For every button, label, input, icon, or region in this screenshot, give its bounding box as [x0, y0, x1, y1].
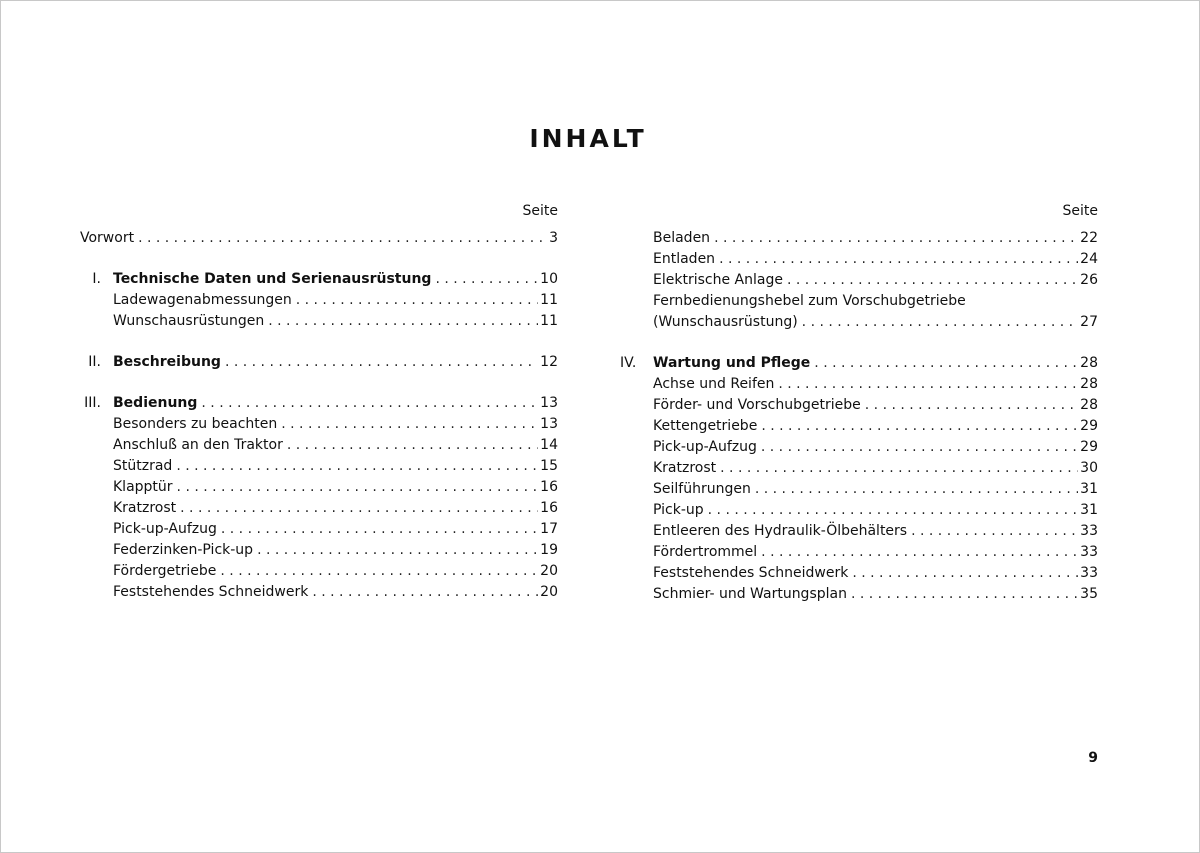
toc-entry-line1[interactable]: Fernbedienungshebel zum Vorschubgetriebe — [653, 293, 966, 309]
toc-page: 28 — [1080, 397, 1098, 413]
leader-dots — [176, 456, 538, 477]
toc-page: 29 — [1080, 439, 1098, 455]
toc-section-2[interactable] — [80, 352, 558, 373]
section-number: IV. — [620, 355, 637, 371]
toc-label: Pick-up-Aufzug — [113, 521, 217, 537]
toc-page: 20 — [540, 584, 558, 600]
toc-label: Feststehendes Schneidwerk — [653, 565, 849, 581]
toc-entry[interactable] — [620, 374, 1098, 395]
toc-page: 26 — [1080, 272, 1098, 288]
leader-dots — [865, 395, 1078, 416]
leader-dots — [719, 249, 1078, 270]
toc-label: Pick-up-Aufzug — [653, 439, 757, 455]
leader-dots — [755, 479, 1078, 500]
leader-dots — [911, 521, 1078, 542]
toc-page: 28 — [1080, 376, 1098, 392]
toc-entry[interactable] — [620, 521, 1098, 542]
toc-entry[interactable] — [80, 582, 558, 603]
toc-section-1[interactable] — [80, 269, 558, 290]
toc-left-column — [80, 200, 558, 603]
toc-entry[interactable] — [80, 456, 558, 477]
toc-page: 16 — [540, 479, 558, 495]
toc-label: Beschreibung — [113, 354, 221, 370]
toc-label: Kratzrost — [113, 500, 177, 516]
toc-label: Fördertrommel — [653, 544, 758, 560]
toc-entry[interactable] — [620, 458, 1098, 479]
page-number: 9 — [1088, 750, 1098, 766]
toc-page: 24 — [1080, 251, 1098, 267]
toc-page: 22 — [1080, 230, 1098, 246]
toc-entry[interactable] — [620, 270, 1098, 291]
toc-label: Anschluß an den Traktor — [113, 437, 283, 453]
toc-entry[interactable] — [620, 228, 1098, 249]
toc-page: 17 — [540, 521, 558, 537]
leader-dots — [720, 458, 1078, 479]
toc-page: 13 — [540, 416, 558, 432]
toc-entry-vorwort[interactable] — [80, 228, 558, 249]
toc-section-3[interactable] — [80, 393, 558, 414]
leader-dots — [220, 561, 538, 582]
toc-entry[interactable] — [620, 249, 1098, 270]
toc-page: 19 — [540, 542, 558, 558]
toc-label: Elektrische Anlage — [653, 272, 783, 288]
toc-entry[interactable] — [620, 563, 1098, 584]
toc-page: 11 — [540, 313, 558, 329]
toc-entry[interactable] — [80, 477, 558, 498]
toc-label: Wunschausrüstungen — [113, 313, 265, 329]
leader-dots — [708, 500, 1079, 521]
leader-dots — [714, 228, 1078, 249]
section-number: III. — [84, 395, 101, 411]
toc-label: Beladen — [653, 230, 711, 246]
toc-label: Entleeren des Hydraulik-Ölbehälters — [653, 523, 908, 539]
toc-label: Vorwort — [80, 230, 135, 246]
leader-dots — [287, 435, 538, 456]
toc-page: 14 — [540, 437, 558, 453]
leader-dots — [281, 414, 538, 435]
toc-page: 10 — [540, 271, 558, 287]
toc-entry[interactable] — [80, 498, 558, 519]
toc-section-4[interactable] — [620, 353, 1098, 374]
leader-dots — [138, 228, 547, 249]
toc-page: 31 — [1080, 481, 1098, 497]
toc-entry[interactable] — [620, 437, 1098, 458]
toc-label: Förder- und Vorschubgetriebe — [653, 397, 861, 413]
section-number: II. — [88, 354, 101, 370]
leader-dots — [268, 311, 538, 332]
toc-label: Seilführungen — [653, 481, 751, 497]
toc-label: (Wunschausrüstung) — [653, 314, 798, 330]
toc-entry[interactable] — [80, 519, 558, 540]
toc-label: Wartung und Pflege — [653, 355, 811, 371]
toc-entry[interactable] — [80, 290, 558, 311]
section-number: I. — [92, 271, 101, 287]
toc-entry[interactable] — [80, 435, 558, 456]
toc-label: Entladen — [653, 251, 716, 267]
leader-dots — [435, 269, 538, 290]
toc-label: Feststehendes Schneidwerk — [113, 584, 309, 600]
leader-dots — [852, 563, 1078, 584]
toc-page: 33 — [1080, 544, 1098, 560]
toc-label: Klapptür — [113, 479, 173, 495]
toc-page: 27 — [1080, 314, 1098, 330]
toc-entry[interactable] — [620, 500, 1098, 521]
page-title: INHALT — [529, 124, 647, 153]
leader-dots — [787, 270, 1078, 291]
leader-dots — [778, 374, 1078, 395]
toc-right-column — [620, 200, 1098, 605]
leader-dots — [201, 393, 538, 414]
toc-page: 3 — [549, 230, 558, 246]
leader-dots — [802, 312, 1079, 333]
toc-page: 12 — [540, 354, 558, 370]
toc-page: 35 — [1080, 586, 1098, 602]
toc-page: 33 — [1080, 565, 1098, 581]
toc-label: Bedienung — [113, 395, 198, 411]
toc-label: Technische Daten und Serienausrüstung — [113, 271, 432, 287]
toc-label: Ladewagenabmessungen — [113, 292, 292, 308]
leader-dots — [312, 582, 538, 603]
toc-page: 30 — [1080, 460, 1098, 476]
toc-label: Federzinken-Pick-up — [113, 542, 254, 558]
toc-entry[interactable] — [80, 414, 558, 435]
toc-entry[interactable] — [80, 540, 558, 561]
leader-dots — [761, 416, 1078, 437]
leader-dots — [761, 437, 1078, 458]
toc-entry[interactable] — [620, 312, 1098, 333]
toc-entry[interactable] — [620, 416, 1098, 437]
toc-page: 16 — [540, 500, 558, 516]
toc-page: 33 — [1080, 523, 1098, 539]
toc-page: 15 — [540, 458, 558, 474]
leader-dots — [180, 498, 538, 519]
leader-dots — [177, 477, 539, 498]
toc-label: Kratzrost — [653, 460, 717, 476]
toc-label: Schmier- und Wartungsplan — [653, 586, 847, 602]
toc-page: 13 — [540, 395, 558, 411]
seite-header-left: Seite — [522, 203, 558, 219]
leader-dots — [225, 352, 538, 373]
toc-label: Pick-up — [653, 502, 704, 518]
leader-dots — [296, 290, 538, 311]
toc-label: Fördergetriebe — [113, 563, 217, 579]
toc-page: 11 — [540, 292, 558, 308]
toc-entry[interactable] — [620, 395, 1098, 416]
toc-page: 28 — [1080, 355, 1098, 371]
toc-entry[interactable] — [620, 542, 1098, 563]
toc-entry[interactable] — [620, 479, 1098, 500]
leader-dots — [814, 353, 1078, 374]
toc-label: Kettengetriebe — [653, 418, 758, 434]
toc-entry[interactable] — [80, 311, 558, 332]
seite-header-right: Seite — [1062, 203, 1098, 219]
leader-dots — [851, 584, 1078, 605]
toc-label: Achse und Reifen — [653, 376, 775, 392]
toc-page: 31 — [1080, 502, 1098, 518]
toc-entry[interactable] — [620, 584, 1098, 605]
toc-entry[interactable] — [80, 561, 558, 582]
toc-page: 20 — [540, 563, 558, 579]
toc-label: Besonders zu beachten — [113, 416, 278, 432]
leader-dots — [761, 542, 1078, 563]
leader-dots — [221, 519, 538, 540]
toc-label: Stützrad — [113, 458, 173, 474]
toc-page: 29 — [1080, 418, 1098, 434]
leader-dots — [257, 540, 538, 561]
